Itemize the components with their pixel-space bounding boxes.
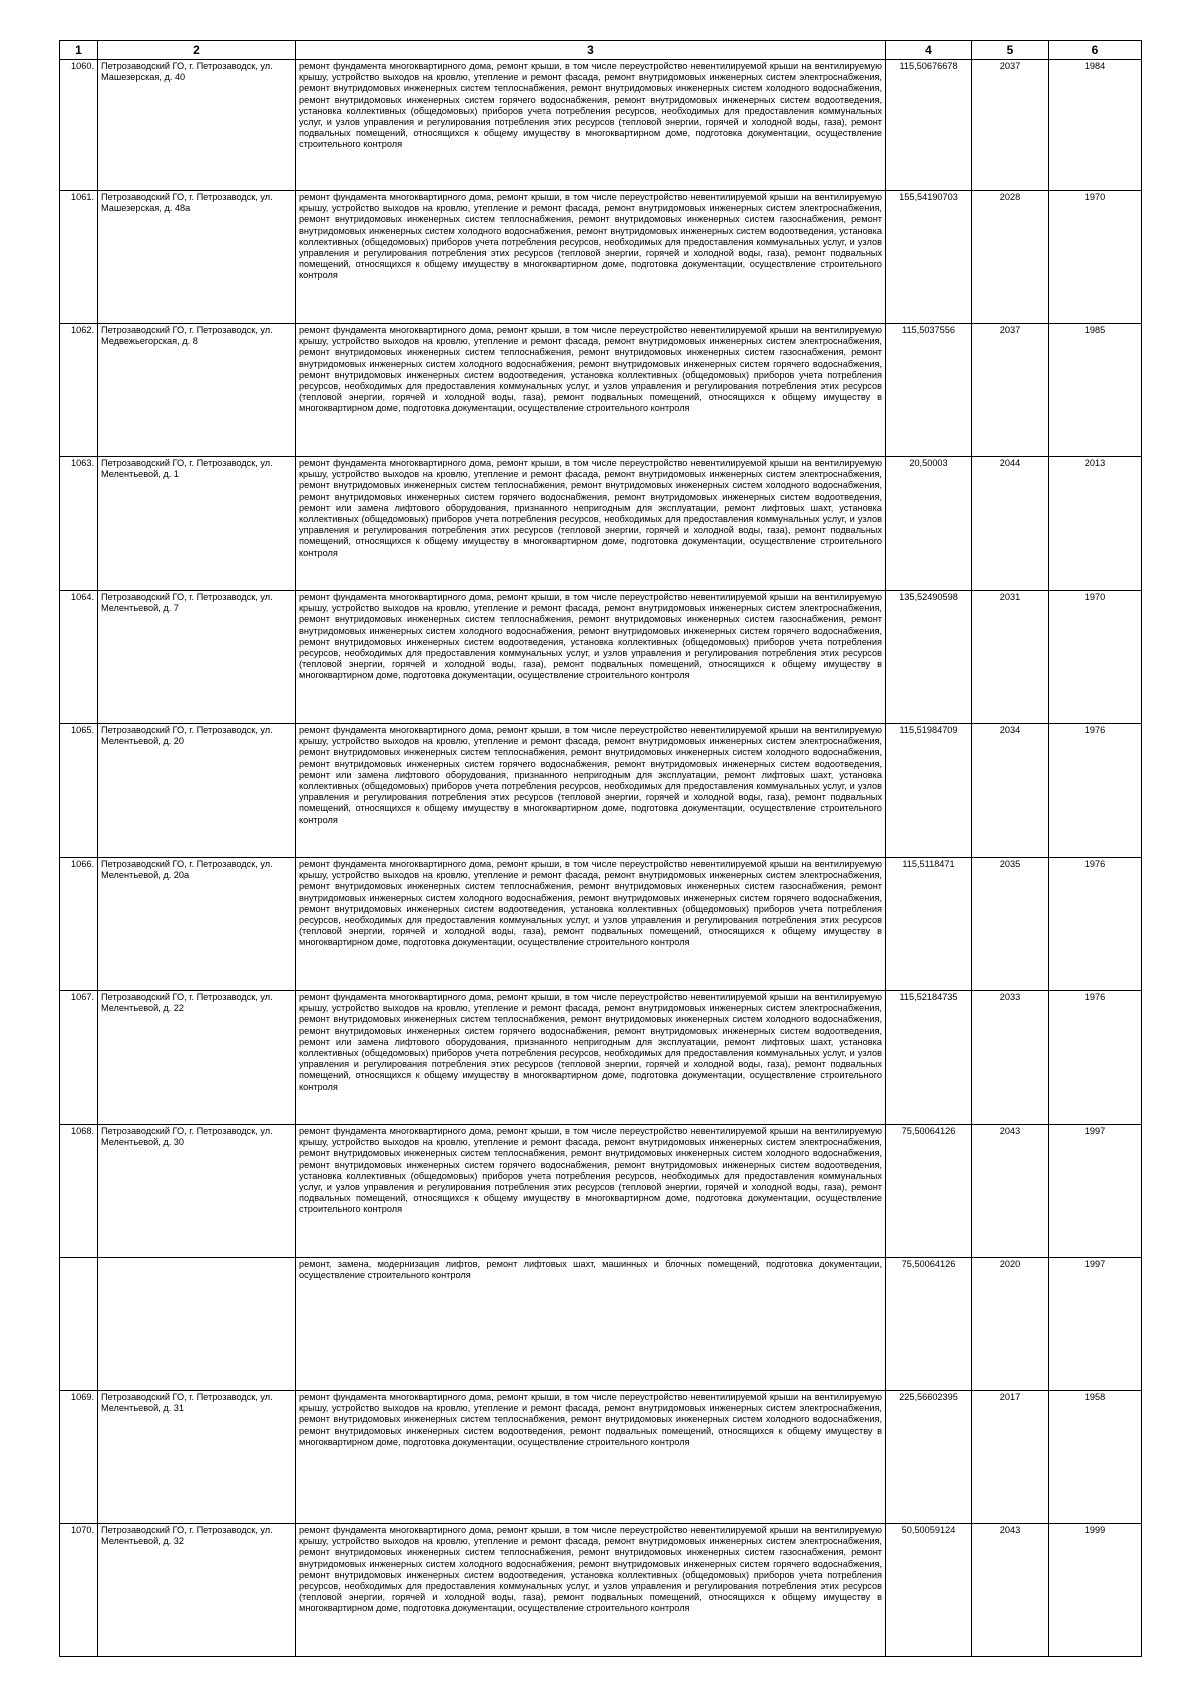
row-repair-year: 2044 (972, 457, 1049, 591)
row-build-year: 1970 (1049, 191, 1142, 324)
row-build-year: 1976 (1049, 724, 1142, 858)
row-repair-year: 2043 (972, 1524, 1049, 1657)
row-cost: 115,50676678 (886, 60, 972, 191)
row-cost: 115,51984709 (886, 724, 972, 858)
table-row (60, 591, 1142, 724)
row-address: Петрозаводский ГО, г. Петрозаводск, ул. Мелентьевой, д. 22 (98, 991, 296, 1125)
row-address: Петрозаводский ГО, г. Петрозаводск, ул. Мелентьевой, д. 30 (98, 1125, 296, 1258)
row-work-types: ремонт фундамента многоквартирного дома, ремонт крыши, в том числе переустройство невентилируемой крыши на вентилируемую крышу, устройство выходов на кровлю, утепление и ремонт фасада, ремонт внутридомовых инженерных систем электроснабжения, ремонт внутридомовых инженерных систем теплоснабжения, ремонт внутридомовых инженерных систем газоснабжения, ремонт внутридомовых инженерных систем холодного водоснабжения, ремонт внутридомовых инженерных систем горячего водоснабжения, ремонт внутридомовых инженерных систем водоотведения, установка коллективных (общедомовых) приборов учета потребления ресурсов, необходимых для предоставления коммунальных услуг, и узлов управления и регулирования потребления этих ресурсов (тепловой энергии, горячей и холодной воды, газа), ремонт подвальных помещений, относящихся к общему имуществу в многоквартирном доме, подготовка документации, осуществление строительного контроля (296, 324, 886, 457)
table-row (60, 60, 1142, 191)
row-address: Петрозаводский ГО, г. Петрозаводск, ул. Мелентьевой, д. 1 (98, 457, 296, 591)
row-repair-year: 2034 (972, 724, 1049, 858)
work-schedule-table (59, 40, 1142, 1657)
table-row (60, 457, 1142, 591)
row-work-types: ремонт фундамента многоквартирного дома, ремонт крыши, в том числе переустройство невентилируемой крыши на вентилируемую крышу, устройство выходов на кровлю, утепление и ремонт фасада, ремонт внутридомовых инженерных систем электроснабжения, ремонт внутридомовых инженерных систем теплоснабжения, ремонт внутридомовых инженерных систем холодного водоснабжения, ремонт внутридомовых инженерных систем горячего водоснабжения, ремонт внутридомовых инженерных систем водоотведения, ремонт или замена лифтового оборудования, признанного непригодным для эксплуатации, ремонт лифтовых шахт, установка коллективных (общедомовых) приборов учета потребления ресурсов, необходимых для предоставления коммунальных услуг, и узлов управления и регулирования потребления этих ресурсов (тепловой энергии, горячей и холодной воды, газа), ремонт подвальных помещений, относящихся к общему имуществу в многоквартирном доме, подготовка документации, осуществление строительного контроля (296, 724, 886, 858)
table-row (60, 1391, 1142, 1524)
row-build-year: 1984 (1049, 60, 1142, 191)
row-number: 1067. (60, 991, 98, 1125)
row-repair-year: 2037 (972, 324, 1049, 457)
row-number: 1062. (60, 324, 98, 457)
row-repair-year: 2017 (972, 1391, 1049, 1524)
row-cost: 115,5118471 (886, 858, 972, 991)
row-repair-year: 2033 (972, 991, 1049, 1125)
row-repair-year: 2028 (972, 191, 1049, 324)
row-work-types: ремонт фундамента многоквартирного дома, ремонт крыши, в том числе переустройство невентилируемой крыши на вентилируемую крышу, устройство выходов на кровлю, утепление и ремонт фасада, ремонт внутридомовых инженерных систем электроснабжения, ремонт внутридомовых инженерных систем теплоснабжения, ремонт внутридомовых инженерных систем холодного водоснабжения, ремонт внутридомовых инженерных систем горячего водоснабжения, ремонт внутридомовых инженерных систем водоотведения, установка коллективных (общедомовых) приборов учета потребления ресурсов, необходимых для предоставления коммунальных услуг, и узлов управления и регулирования потребления этих ресурсов (тепловой энергии, горячей и холодной воды, газа), ремонт подвальных помещений, относящихся к общему имуществу в многоквартирном доме, подготовка документации, осуществление строительного контроля (296, 60, 886, 191)
row-number: 1068. (60, 1125, 98, 1258)
row-cost: 115,5037556 (886, 324, 972, 457)
row-address: Петрозаводский ГО, г. Петрозаводск, ул. Машезерская, д. 40 (98, 60, 296, 191)
row-cost: 75,50064126 (886, 1258, 972, 1391)
row-build-year: 1958 (1049, 1391, 1142, 1524)
row-repair-year: 2020 (972, 1258, 1049, 1391)
row-work-types: ремонт, замена, модернизация лифтов, ремонт лифтовых шахт, машинных и блочных помещений, подготовка документации, осуществление строительного контроля (296, 1258, 886, 1391)
row-address: Петрозаводский ГО, г. Петрозаводск, ул. Мелентьевой, д. 20а (98, 858, 296, 991)
row-cost: 115,52184735 (886, 991, 972, 1125)
row-number: 1063. (60, 457, 98, 591)
row-build-year: 1985 (1049, 324, 1142, 457)
row-address: Петрозаводский ГО, г. Петрозаводск, ул. Мелентьевой, д. 32 (98, 1524, 296, 1657)
column-header-2: 2 (98, 41, 296, 60)
row-build-year: 1999 (1049, 1524, 1142, 1657)
row-work-types: ремонт фундамента многоквартирного дома, ремонт крыши, в том числе переустройство невентилируемой крыши на вентилируемую крышу, устройство выходов на кровлю, утепление и ремонт фасада, ремонт внутридомовых инженерных систем электроснабжения, ремонт внутридомовых инженерных систем теплоснабжения, ремонт внутридомовых инженерных систем холодного водоснабжения, ремонт внутридомовых инженерных систем горячего водоснабжения, ремонт внутридомовых инженерных систем водоотведения, установка коллективных (общедомовых) приборов учета потребления ресурсов, необходимых для предоставления коммунальных услуг, и узлов управления и регулирования потребления этих ресурсов (тепловой энергии, горячей и холодной воды, газа), ремонт подвальных помещений, относящихся к общему имуществу в многоквартирном доме, подготовка документации, осуществление строительного контроля (296, 1125, 886, 1258)
table-row (60, 724, 1142, 858)
row-repair-year: 2043 (972, 1125, 1049, 1258)
row-address: Петрозаводский ГО, г. Петрозаводск, ул. Мелентьевой, д. 7 (98, 591, 296, 724)
table-row (60, 324, 1142, 457)
row-work-types: ремонт фундамента многоквартирного дома, ремонт крыши, в том числе переустройство невентилируемой крыши на вентилируемую крышу, устройство выходов на кровлю, утепление и ремонт фасада, ремонт внутридомовых инженерных систем электроснабжения, ремонт внутридомовых инженерных систем теплоснабжения, ремонт внутридомовых инженерных систем холодного водоснабжения, ремонт внутридомовых инженерных систем горячего водоснабжения, ремонт внутридомовых инженерных систем водоотведения, ремонт или замена лифтового оборудования, признанного непригодным для эксплуатации, ремонт лифтовых шахт, установка коллективных (общедомовых) приборов учета потребления ресурсов, необходимых для предоставления коммунальных услуг, и узлов управления и регулирования потребления этих ресурсов (тепловой энергии, горячей и холодной воды, газа), ремонт подвальных помещений, относящихся к общему имуществу в многоквартирном доме, подготовка документации, осуществление строительного контроля (296, 457, 886, 591)
row-work-types: ремонт фундамента многоквартирного дома, ремонт крыши, в том числе переустройство невентилируемой крыши на вентилируемую крышу, устройство выходов на кровлю, утепление и ремонт фасада, ремонт внутридомовых инженерных систем электроснабжения, ремонт внутридомовых инженерных систем теплоснабжения, ремонт внутридомовых инженерных систем газоснабжения, ремонт внутридомовых инженерных систем холодного водоснабжения, ремонт внутридомовых инженерных систем водоотведения, установка коллективных (общедомовых) приборов учета потребления ресурсов, необходимых для предоставления коммунальных услуг, и узлов управления и регулирования потребления этих ресурсов (тепловой энергии, горячей и холодной воды, газа), ремонт подвальных помещений, относящихся к общему имуществу в многоквартирном доме, подготовка документации, осуществление строительного контроля (296, 191, 886, 324)
row-repair-year: 2031 (972, 591, 1049, 724)
row-repair-year: 2037 (972, 60, 1049, 191)
row-number (60, 1258, 98, 1391)
row-address: Петрозаводский ГО, г. Петрозаводск, ул. Машезерская, д. 48а (98, 191, 296, 324)
table-row (60, 991, 1142, 1125)
row-address (98, 1258, 296, 1391)
row-build-year: 1997 (1049, 1125, 1142, 1258)
row-number: 1070. (60, 1524, 98, 1657)
column-header-6: 6 (1049, 41, 1142, 60)
row-address: Петрозаводский ГО, г. Петрозаводск, ул. Мелентьевой, д. 31 (98, 1391, 296, 1524)
row-number: 1060. (60, 60, 98, 191)
row-work-types: ремонт фундамента многоквартирного дома, ремонт крыши, в том числе переустройство невентилируемой крыши на вентилируемую крышу, устройство выходов на кровлю, утепление и ремонт фасада, ремонт внутридомовых инженерных систем электроснабжения, ремонт внутридомовых инженерных систем теплоснабжения, ремонт внутридомовых инженерных систем газоснабжения, ремонт внутридомовых инженерных систем холодного водоснабжения, ремонт внутридомовых инженерных систем горячего водоснабжения, ремонт внутридомовых инженерных систем водоотведения, установка коллективных (общедомовых) приборов учета потребления ресурсов, необходимых для предоставления коммунальных услуг, и узлов управления и регулирования потребления этих ресурсов (тепловой энергии, горячей и холодной воды, газа), ремонт подвальных помещений, относящихся к общему имуществу в многоквартирном доме, подготовка документации, осуществление строительного контроля (296, 591, 886, 724)
row-cost: 20,50003 (886, 457, 972, 591)
row-repair-year: 2035 (972, 858, 1049, 991)
row-work-types: ремонт фундамента многоквартирного дома, ремонт крыши, в том числе переустройство невентилируемой крыши на вентилируемую крышу, устройство выходов на кровлю, утепление и ремонт фасада, ремонт внутридомовых инженерных систем электроснабжения, ремонт внутридомовых инженерных систем теплоснабжения, ремонт внутридомовых инженерных систем газоснабжения, ремонт внутридомовых инженерных систем холодного водоснабжения, ремонт внутридомовых инженерных систем горячего водоснабжения, ремонт внутридомовых инженерных систем водоотведения, установка коллективных (общедомовых) приборов учета потребления ресурсов, необходимых для предоставления коммунальных услуг, и узлов управления и регулирования потребления этих ресурсов (тепловой энергии, горячей и холодной воды, газа), ремонт подвальных помещений, относящихся к общему имуществу в многоквартирном доме, подготовка документации, осуществление строительного контроля (296, 858, 886, 991)
table-header-row (60, 41, 1142, 60)
row-work-types: ремонт фундамента многоквартирного дома, ремонт крыши, в том числе переустройство невентилируемой крыши на вентилируемую крышу, устройство выходов на кровлю, утепление и ремонт фасада, ремонт внутридомовых инженерных систем электроснабжения, ремонт внутридомовых инженерных систем теплоснабжения, ремонт внутридомовых инженерных систем холодного водоснабжения, ремонт внутридомовых инженерных систем водоотведения, ремонт подвальных помещений, относящихся к общему имуществу в многоквартирном доме, подготовка документации, осуществление строительного контроля (296, 1391, 886, 1524)
row-cost: 155,54190703 (886, 191, 972, 324)
column-header-3: 3 (296, 41, 886, 60)
row-number: 1066. (60, 858, 98, 991)
table-row (60, 858, 1142, 991)
row-cost: 225,56602395 (886, 1391, 972, 1524)
row-work-types: ремонт фундамента многоквартирного дома, ремонт крыши, в том числе переустройство невентилируемой крыши на вентилируемую крышу, устройство выходов на кровлю, утепление и ремонт фасада, ремонт внутридомовых инженерных систем электроснабжения, ремонт внутридомовых инженерных систем теплоснабжения, ремонт внутридомовых инженерных систем газоснабжения, ремонт внутридомовых инженерных систем холодного водоснабжения, ремонт внутридомовых инженерных систем горячего водоснабжения, ремонт внутридомовых инженерных систем водоотведения, установка коллективных (общедомовых) приборов учета потребления ресурсов, необходимых для предоставления коммунальных услуг, и узлов управления и регулирования потребления этих ресурсов (тепловой энергии, горячей и холодной воды, газа), ремонт подвальных помещений, относящихся к общему имуществу в многоквартирном доме, подготовка документации, осуществление строительного контроля (296, 1524, 886, 1657)
row-work-types: ремонт фундамента многоквартирного дома, ремонт крыши, в том числе переустройство невентилируемой крыши на вентилируемую крышу, устройство выходов на кровлю, утепление и ремонт фасада, ремонт внутридомовых инженерных систем электроснабжения, ремонт внутридомовых инженерных систем теплоснабжения, ремонт внутридомовых инженерных систем холодного водоснабжения, ремонт внутридомовых инженерных систем горячего водоснабжения, ремонт внутридомовых инженерных систем водоотведения, ремонт или замена лифтового оборудования, признанного непригодным для эксплуатации, ремонт лифтовых шахт, установка коллективных (общедомовых) приборов учета потребления ресурсов, необходимых для предоставления коммунальных услуг, и узлов управления и регулирования потребления этих ресурсов (тепловой энергии, горячей и холодной воды, газа), ремонт подвальных помещений, относящихся к общему имуществу в многоквартирном доме, подготовка документации, осуществление строительного контроля (296, 991, 886, 1125)
row-build-year: 1997 (1049, 1258, 1142, 1391)
table-row (60, 1258, 1142, 1391)
row-cost: 75,50064126 (886, 1125, 972, 1258)
row-cost: 135,52490598 (886, 591, 972, 724)
row-address: Петрозаводский ГО, г. Петрозаводск, ул. Медвежьегорская, д. 8 (98, 324, 296, 457)
row-build-year: 1976 (1049, 991, 1142, 1125)
column-header-4: 4 (886, 41, 972, 60)
row-number: 1065. (60, 724, 98, 858)
table-row (60, 1524, 1142, 1657)
table-row (60, 191, 1142, 324)
row-build-year: 2013 (1049, 457, 1142, 591)
row-cost: 50,50059124 (886, 1524, 972, 1657)
row-build-year: 1970 (1049, 591, 1142, 724)
column-header-5: 5 (972, 41, 1049, 60)
row-number: 1061. (60, 191, 98, 324)
row-number: 1069. (60, 1391, 98, 1524)
column-header-1: 1 (60, 41, 98, 60)
row-address: Петрозаводский ГО, г. Петрозаводск, ул. Мелентьевой, д. 20 (98, 724, 296, 858)
row-build-year: 1976 (1049, 858, 1142, 991)
table-row (60, 1125, 1142, 1258)
row-number: 1064. (60, 591, 98, 724)
